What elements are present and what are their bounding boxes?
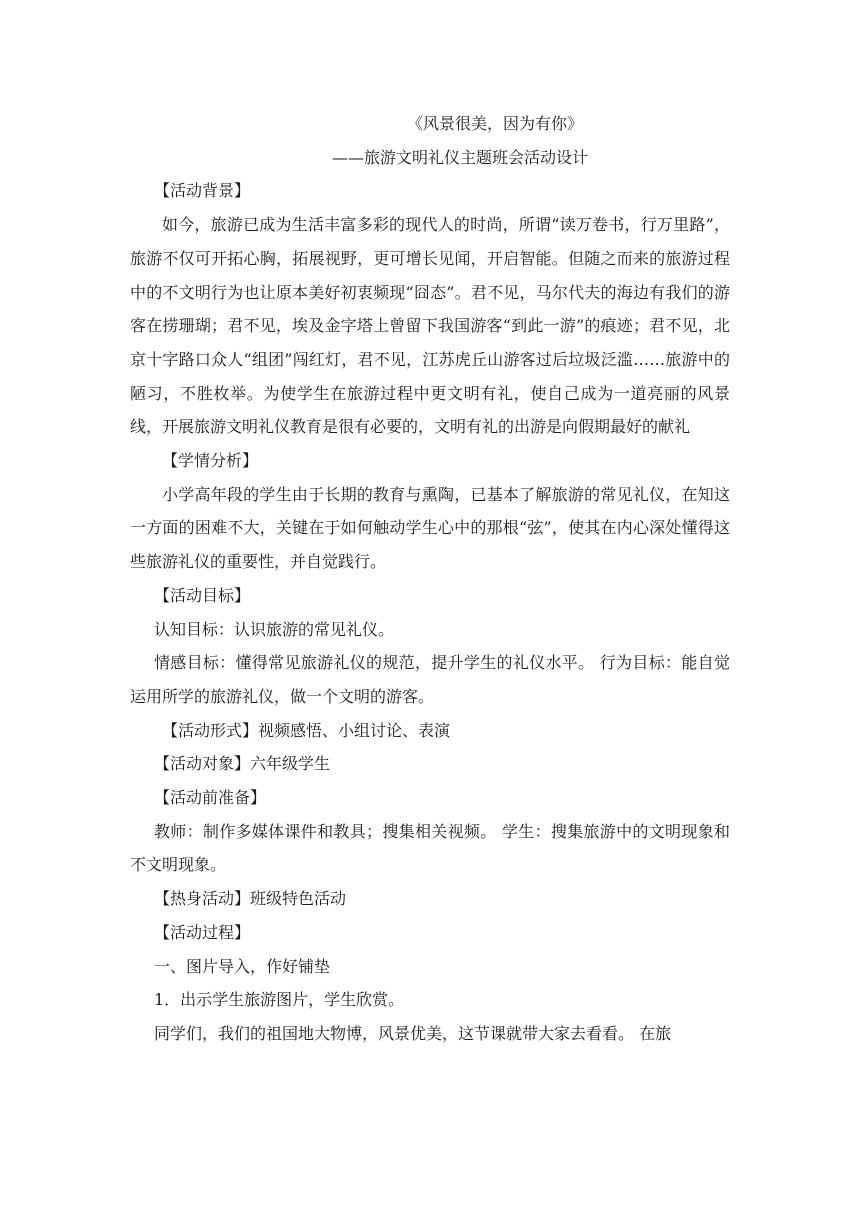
warmup-activity: 【热身活动】班级特色活动	[154, 889, 347, 909]
background-paragraph: 如今，旅游已成为生活丰富多彩的现代人的时尚，所谓“读万卷书，行万里路”，旅游不仅可开拓心胸，拓展视野，更可增长见闻，开启智能。但随之而来的旅游过程中的不文明行为也让原本美好初衷频现“囧态”。君不见，马尔代夫的海边有我们的游客在捞珊瑚；君不见，埃及金字塔上曾留下我国游客“到此一游”的痕迹；君不见，北京十字路口众人“组团”闯红灯，君不见，江苏虎丘山游客过后垃圾泛滥……旅游中的陋习，不胜枚举。为使学生在旅游过程中更文明有礼，使自己成为一道亮丽的风景线，开展旅游文明礼仪教育是很有必要的，文明有礼的出游是向假期最好的献礼	[130, 215, 730, 437]
activity-target: 【活动对象】六年级学生	[154, 754, 331, 774]
document-subtitle: ——旅游文明礼仪主题班会活动设计	[331, 147, 588, 167]
document-body	[130, 107, 730, 1051]
heading-goals: 【活动目标】	[154, 585, 251, 605]
goal-cognitive: 认知目标：认识旅游的常见礼仪。	[154, 619, 395, 639]
step-one-item: 1．出示学生旅游图片，学生欣赏。	[154, 990, 405, 1010]
preparation-paragraph: 教师：制作多媒体课件和教具；搜集相关视频。 学生：搜集旅游中的文明现象和不文明现象。	[130, 821, 730, 875]
analysis-paragraph: 小学高年段的学生由于长期的教育与熏陶，已基本了解旅游的常见礼仪，在知这一方面的困难不大，关键在于如何触动学生心中的那根“弦”，使其在内心深处懂得这些旅游礼仪的重要性，并自觉践行。	[130, 484, 730, 572]
heading-background: 【活动背景】	[154, 181, 251, 201]
closing-paragraph: 同学们，我们的祖国地大物博，风景优美，这节课就带大家去看看。 在旅	[154, 1023, 672, 1043]
document-title: 《风景很美，因为有你》	[406, 114, 583, 133]
activity-form: 【活动形式】视频感悟、小组讨论、表演	[162, 720, 451, 740]
goal-emotional: 情感目标：懂得常见旅游礼仪的规范，提升学生的礼仪水平。 行为目标：能自觉运用所学的旅游礼仪，做一个文明的游客。	[130, 653, 730, 706]
heading-process: 【活动过程】	[154, 922, 251, 942]
step-one-heading: 一、图片导入，作好铺垫	[154, 956, 331, 976]
heading-preparation: 【活动前准备】	[154, 788, 267, 808]
heading-analysis: 【学情分析】	[162, 451, 259, 471]
